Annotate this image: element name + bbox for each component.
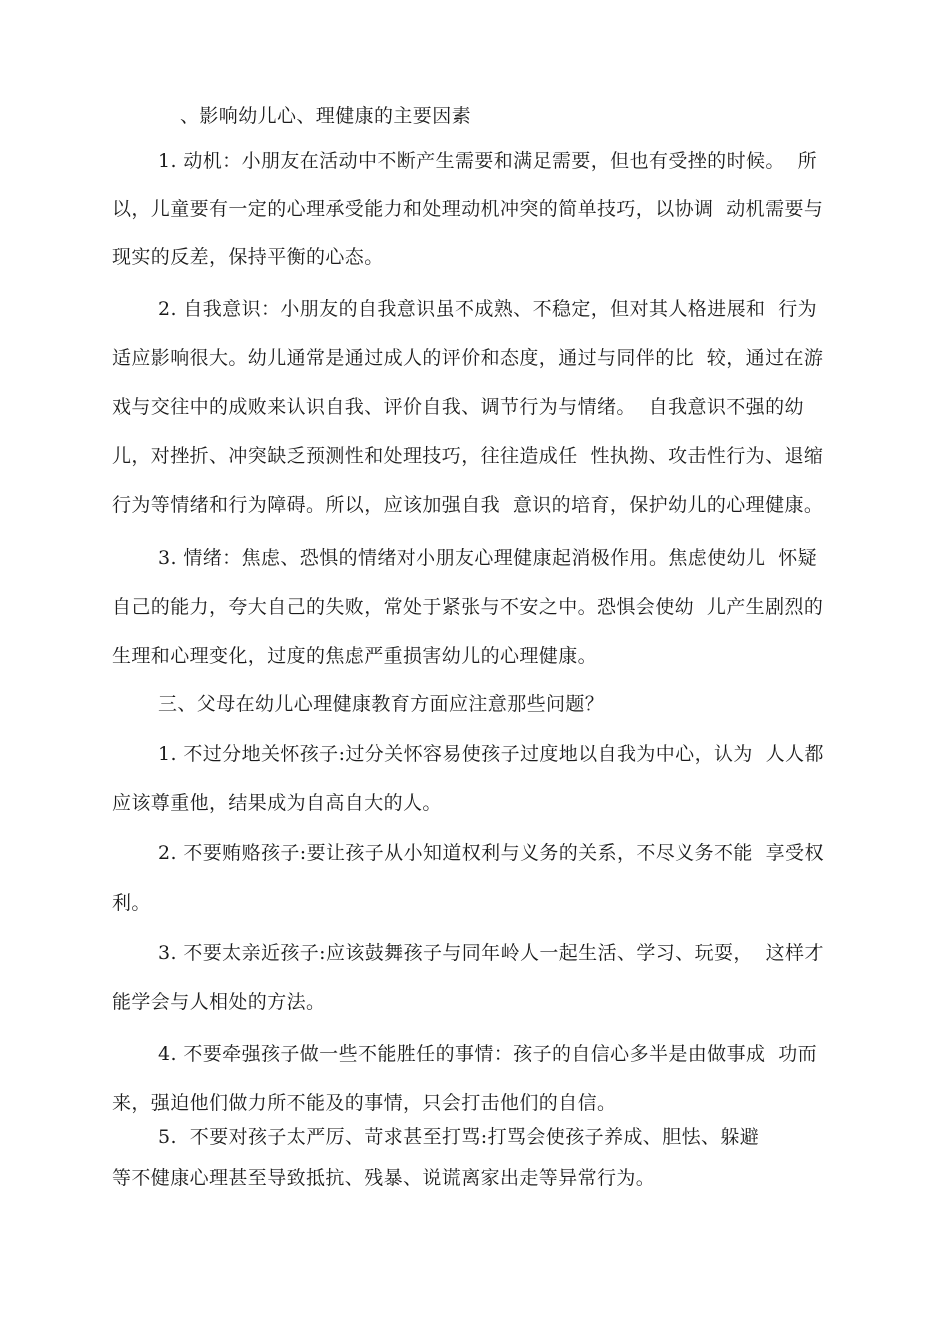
section-heading-parents: 三、父母在幼儿心理健康教育方面应注意那些问题？	[158, 693, 605, 715]
text-line: 适应影响很大。幼儿通常是通过成人的评价和态度，通过与同伴的比 较，通过在游	[112, 347, 824, 369]
text-line: 1. 动机：小朋友在活动中不断产生需要和满足需要，但也有受挫的时候。 所	[158, 150, 818, 172]
text-line: 应该尊重他，结果成为自高自大的人。	[112, 792, 442, 814]
text-line: 3. 情绪：焦虑、恐惧的情绪对小朋友心理健康起消极作用。焦虑使幼儿 怀疑	[158, 547, 818, 569]
text-line: 以，儿童要有一定的心理承受能力和处理动机冲突的简单技巧，以协调 动机需要与	[112, 198, 824, 220]
text-line: 3. 不要太亲近孩子:应该鼓舞孩子与同年岭人一起生活、学习、玩耍， 这样才	[158, 942, 824, 964]
text-line: 利。	[112, 892, 151, 914]
text-line: 行为等情绪和行为障碍。所以，应该加强自我 意识的培育，保护幼儿的心理健康。	[112, 494, 824, 516]
section-heading-factors: 、影响幼儿心、理健康的主要因素	[180, 105, 472, 127]
text-line: 自己的能力，夸大自己的失败，常处于紧张与不安之中。恐惧会使幼 儿产生剧烈的	[112, 596, 824, 618]
text-line: 儿，对挫折、冲突缺乏预测性和处理技巧，往往造成任 性执拗、攻击性行为、退缩	[112, 445, 824, 467]
text-line: 来，强迫他们做力所不能及的事情，只会打击他们的自信。	[112, 1092, 617, 1114]
text-line: 戏与交往中的成败来认识自我、评价自我、调节行为与情绪。 自我意识不强的幼	[112, 396, 804, 418]
text-line: 等不健康心理甚至导致抵抗、残暴、说谎离家出走等异常行为。	[112, 1167, 656, 1189]
text-line: 4. 不要牵强孩子做一些不能胜任的事情：孩子的自信心多半是由做事成 功而	[158, 1043, 818, 1065]
text-line: 生理和心理变化，过度的焦虑严重损害幼儿的心理健康。	[112, 645, 598, 667]
text-line: 现实的反差，保持平衡的心态。	[112, 246, 384, 268]
text-line: 2. 不要贿赂孩子:要让孩子从小知道权利与义务的关系，不尽义务不能 享受权	[158, 842, 824, 864]
text-line: 2. 自我意识：小朋友的自我意识虽不成熟、不稳定，但对其人格进展和 行为	[158, 298, 818, 320]
text-line: 1. 不过分地关怀孩子:过分关怀容易使孩子过度地以自我为中心，认为 人人都	[158, 743, 824, 765]
text-line: 能学会与人相处的方法。	[112, 991, 326, 1013]
text-line: 5. 不要对孩子太严厉、苛求甚至打骂:打骂会使孩子养成、胆怯、躲避	[158, 1126, 760, 1148]
